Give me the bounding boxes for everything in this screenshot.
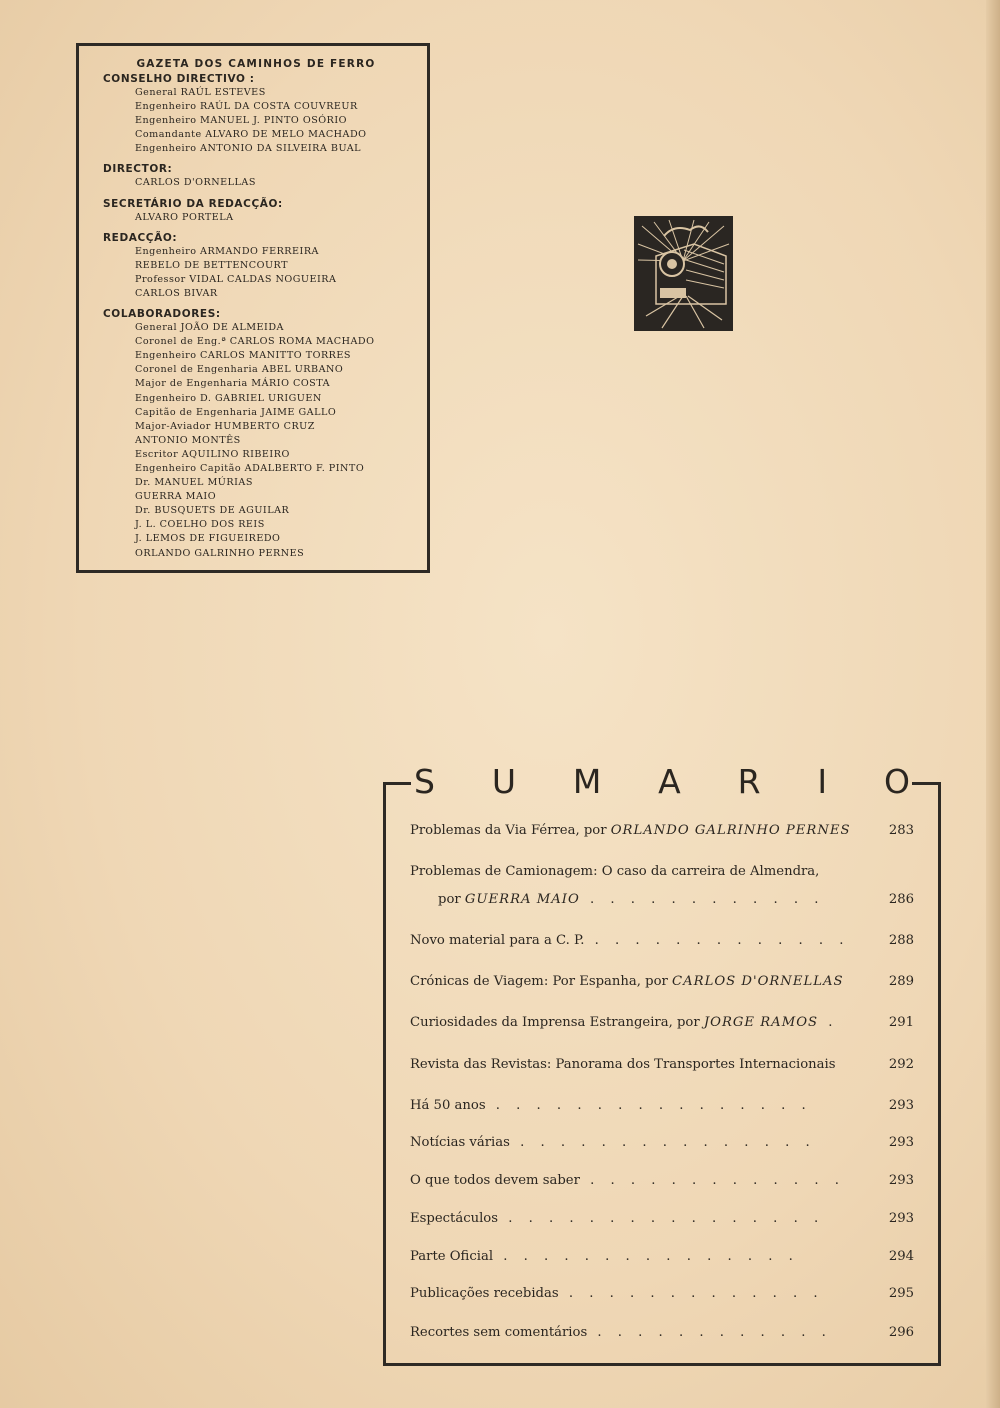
toc-entry-text: Recortes sem comentários [410, 1325, 588, 1340]
staff-name: Engenheiro D. GABRIEL URIGUEN [135, 392, 322, 404]
section-heading: COLABORADORES: [103, 308, 221, 321]
toc-page-number: 295 [888, 1286, 914, 1301]
toc-entry [410, 863, 918, 887]
toc-leader-dots: . . . . . . . . . . . . . . . [509, 1135, 816, 1150]
staff-name: Coronel de Eng.ª CARLOS ROMA MACHADO [135, 336, 375, 348]
toc-leader-dots: . . . . . . . . . . . . . . . . [498, 1211, 825, 1226]
toc-leader-dots: . . . . . . . . . . . . . . . . [485, 1098, 812, 1113]
toc-entry-text: Publicações recebidas [410, 1286, 559, 1301]
toc-page-number: 293 [888, 1173, 914, 1188]
toc-entry [410, 1285, 918, 1309]
sumario-title-letter: M [572, 762, 602, 801]
toc-entry-text: Novo material para a C. P. [410, 933, 585, 948]
staff-name: Escritor AQUILINO RIBEIRO [135, 448, 290, 460]
staff-name: CARLOS BIVAR [135, 287, 218, 299]
staff-name: ANTONIO MONTÊS [135, 434, 241, 446]
toc-entry [410, 1097, 918, 1121]
toc-entry-text: Crónicas de Viagem: Por Espanha, por [410, 974, 673, 989]
section-heading: SECRETÁRIO DA REDACÇÃO: [103, 197, 283, 210]
sumario-title-letter: O [884, 762, 910, 801]
toc-entry-text: Problemas de Camionagem: O caso da carreira de Almendra, [410, 864, 820, 879]
sumario-rule-right [912, 782, 941, 785]
toc-entry-author: GUERRA MAIO [464, 892, 580, 907]
toc-entry [410, 1056, 918, 1080]
toc-page-number: 291 [888, 1015, 914, 1030]
toc-entry-author: ORLANDO GALRINHO PERNES [610, 823, 851, 838]
staff-name: Coronel de Engenharia ABEL URBANO [135, 364, 344, 376]
staff-name: Engenheiro RAÚL DA COSTA COUVREUR [135, 101, 358, 113]
toc-leader-dots: . [818, 1015, 839, 1030]
toc-entry [410, 891, 918, 915]
toc-entry [410, 932, 918, 956]
toc-entry [410, 1014, 918, 1038]
toc-leader-dots: . . . . . . . . . . . . [587, 1325, 832, 1340]
masthead-section [103, 162, 427, 190]
masthead-section [103, 307, 427, 561]
sumario-title-letter: U [491, 762, 516, 801]
locomotive-woodcut-icon [634, 216, 733, 331]
staff-name: Major de Engenharia MÁRIO COSTA [135, 378, 331, 390]
staff-name: Engenheiro CARLOS MANITTO TORRES [135, 350, 351, 362]
toc-entry-text: Revista das Revistas: Panorama dos Transportes Internacionais [410, 1057, 836, 1072]
staff-name: J. L. COELHO DOS REIS [135, 519, 265, 531]
toc-page-number: 293 [888, 1135, 914, 1150]
staff-name: Dr. BUSQUETS DE AGUILAR [135, 505, 290, 517]
toc-entry-author: CARLOS D'ORNELLAS [672, 974, 844, 989]
staff-name: Professor VIDAL CALDAS NOGUEIRA [135, 273, 337, 285]
staff-name: REBELO DE BETTENCOURT [135, 259, 288, 271]
toc-entry-text: por [438, 892, 465, 907]
toc-entry-title [410, 1285, 870, 1303]
staff-name: ALVARO PORTELA [135, 211, 234, 223]
toc-entry-title [410, 1172, 870, 1190]
staff-name: General RAÚL ESTEVES [135, 87, 266, 98]
toc-entry-title [410, 1210, 870, 1228]
toc-entry-text: Problemas da Via Férrea, por [410, 823, 611, 838]
toc-entry-title [410, 1097, 870, 1115]
toc-entry [410, 1210, 918, 1234]
staff-name: Capitão de Engenharia JAIME GALLO [135, 406, 337, 418]
toc-leader-dots: . . . . . . . . . . . . . [579, 1173, 845, 1188]
staff-name: Engenheiro ANTONIO DA SILVEIRA BUAL [135, 143, 362, 155]
staff-name: Major-Aviador HUMBERTO CRUZ [135, 420, 315, 432]
staff-name: Dr. MANUEL MÚRIAS [135, 477, 253, 489]
staff-name: Engenheiro Capitão ADALBERTO F. PINTO [135, 462, 365, 474]
sumario-title-letter: R [737, 762, 761, 801]
toc-page-number: 283 [888, 823, 914, 838]
section-heading: DIRECTOR: [103, 163, 173, 176]
toc-entry-text: O que todos devem saber [410, 1173, 580, 1188]
sumario-title [414, 760, 910, 804]
staff-name: J. LEMOS DE FIGUEIREDO [135, 533, 281, 545]
staff-name: General JOÃO DE ALMEIDA [135, 322, 284, 334]
toc-page-number: 294 [888, 1249, 914, 1264]
toc-page-number: 293 [888, 1098, 914, 1113]
masthead-section [103, 72, 427, 156]
toc-page-number: 286 [888, 892, 914, 907]
toc-entry-title [410, 1134, 870, 1152]
masthead-section [103, 197, 427, 225]
toc-entry-author: JORGE RAMOS [703, 1015, 819, 1030]
toc-leader-dots: . . . . . . . . . . . . . [584, 933, 850, 948]
sumario-title-letter: S [414, 762, 435, 801]
toc-leader-dots: . . . . . . . . . . . . . . . [493, 1249, 799, 1264]
toc-entry-title [410, 1324, 870, 1342]
toc-entry-title [410, 1248, 870, 1266]
masthead-box [76, 43, 430, 573]
staff-name: ORLANDO GALRINHO PERNES [135, 547, 305, 559]
section-heading: REDACÇÃO: [103, 231, 178, 244]
toc-entry [410, 822, 918, 846]
staff-name: Comandante ALVARO DE MELO MACHADO [135, 129, 367, 141]
sumario-title-letter: A [658, 762, 681, 801]
toc-page-number: 289 [888, 974, 914, 989]
masthead-title: GAZETA DOS CAMINHOS DE FERRO [136, 58, 376, 70]
staff-name: Engenheiro MANUEL J. PINTO OSÓRIO [135, 115, 348, 127]
staff-name: GUERRA MAIO [135, 491, 217, 503]
masthead-sections [103, 72, 427, 561]
toc-entry-text: Há 50 anos [410, 1098, 486, 1113]
toc-entry [410, 973, 918, 997]
toc-entry-title [410, 863, 870, 881]
toc-entry [410, 1248, 918, 1272]
toc-page-number: 293 [888, 1211, 914, 1226]
toc-entry-title [410, 1056, 870, 1074]
toc-entry-text: Espectáculos [410, 1211, 498, 1226]
toc-page-number: 288 [888, 933, 914, 948]
page-edge-shadow [986, 0, 1000, 1408]
toc-leader-dots: . . . . . . . . . . . . [579, 892, 825, 907]
sumario-title-letter: I [817, 762, 828, 801]
toc-entry [410, 1134, 918, 1158]
sumario-rule-left [383, 782, 411, 785]
section-heading: CONSELHO DIRECTIVO : [103, 73, 255, 85]
toc-page-number: 296 [888, 1325, 914, 1340]
toc-entry [410, 1324, 918, 1348]
toc-entry-title [410, 1014, 870, 1032]
toc-entry-title [410, 891, 898, 909]
toc-entry [410, 1172, 918, 1196]
staff-name: Engenheiro ARMANDO FERREIRA [135, 245, 319, 257]
toc-leader-dots: . . . . . . . . . . . . . [558, 1286, 824, 1301]
toc-entry-title [410, 932, 870, 950]
toc-entry-text: Curiosidades da Imprensa Estrangeira, por [410, 1015, 704, 1030]
masthead-section [103, 231, 427, 301]
toc-entry-text: Parte Oficial [410, 1249, 494, 1264]
staff-name: CARLOS D'ORNELLAS [135, 177, 256, 189]
toc-entry-title [410, 973, 870, 991]
toc-entry-text: Notícias várias [410, 1135, 510, 1150]
toc-page-number: 292 [888, 1057, 914, 1072]
toc-entry-title [410, 822, 870, 840]
